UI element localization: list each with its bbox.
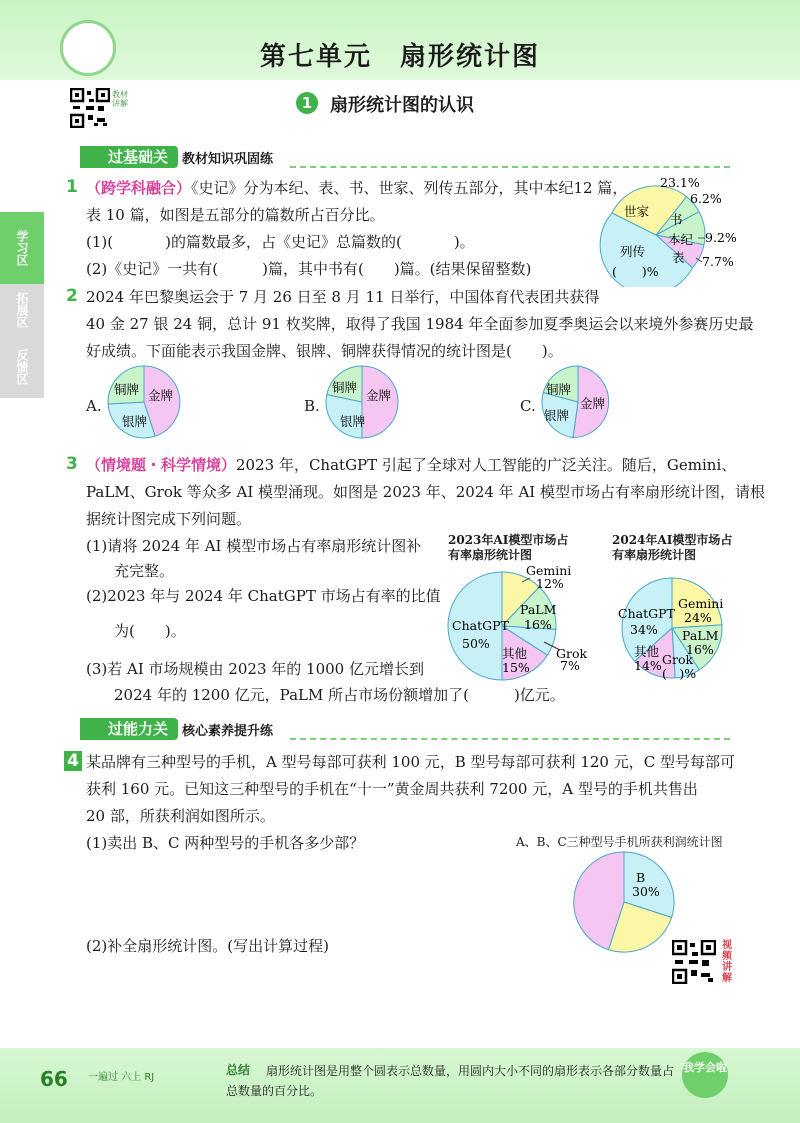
chart2024-pct-grok: ( )% [662,666,697,681]
option-c-pie[interactable] [538,364,618,440]
chart2023-pct-other: 15% [502,660,530,675]
chart2023-label-grok: Grok [556,646,588,661]
q3-sub1b: 充完整。 [114,562,175,580]
pct-shijia: 23.1% [660,175,700,190]
ai-2024-pie [612,574,736,686]
band-ability-label: 过能力关 [80,718,178,740]
q3-line1: （情境题・科学情境）2023 年，ChatGPT 引起了全球对人工智能的广泛关注。随后，Gemini、 [86,456,737,474]
chart2023-pct-chatgpt: 50% [462,636,490,651]
question-number: 3 [66,454,78,474]
bronze-label: 铜牌 [332,380,358,395]
shiji-pie-chart [590,172,740,287]
option-c-label[interactable]: C. [520,397,536,415]
tab-extension-area[interactable]: 拓展区 [0,284,44,336]
q3-sub1a: (1)请将 2024 年 AI 模型市场占有率扇形统计图补 [86,537,422,555]
chart2023-pct-grok: 7% [560,658,580,673]
option-a-pie[interactable] [104,364,184,440]
q1-tag: （跨学科融合） [86,179,192,197]
gold-label: 金牌 [366,388,392,403]
q3-sub3a: (3)若 AI 市场规模由 2023 年的 1000 亿元增长到 [86,660,424,678]
q1-sub1: (1)( )的篇数最多，占《史记》总篇数的( )。 [86,233,475,251]
chart2023-label-other: 其他 [502,646,528,661]
tab-study-area[interactable]: 学习区 [0,212,44,284]
question-number: 1 [66,177,78,197]
qr-side-label: 教材讲解 [112,90,128,108]
pct-biao: 7.7% [702,254,734,269]
chart2024-label-other: 其他 [634,644,660,659]
chart2024-label-chatgpt: ChatGPT [618,606,675,621]
chart2024-pct-other: 14% [634,658,662,673]
q2-line1: 2024 年巴黎奥运会于 7 月 26 日至 8 月 11 日举行，中国体育代表团共获得 [86,288,600,306]
section-title: 扇形统计图的认识 [330,95,474,116]
q3-line2: PaLM、Grok 等众多 AI 模型涌现。如图是 2023 年、2024 年 AI 模型市场占有率扇形统计图，请根 [86,483,765,501]
question-number: 4 [64,751,82,771]
pie-blank-liezhuan: ( )% [612,264,659,279]
chart2024-label-gemini: Gemini [678,596,724,611]
pie-pct-b: 30% [632,884,660,899]
pie-label-shijia: 世家 [624,204,650,219]
q4-sub1: (1)卖出 B、C 两种型号的手机各多少部？ [86,834,365,852]
chart2023-title-2: 有率扇形统计图 [448,548,533,562]
pie-label-biao: 表 [672,250,685,265]
chart2023-pct-palm: 16% [524,617,552,632]
band-basic-sub: 教材知识巩固练 [182,152,274,167]
qr-code-icon[interactable] [672,940,716,984]
silver-label: 银牌 [340,414,366,429]
profit-pie [572,850,676,954]
q2-line2: 40 金 27 银 24 铜，总计 91 枚奖牌，取得了我国 1984 年全面参加夏季奥运会以来境外参赛历史最 [86,315,754,333]
chart2023-title-1: 2023年AI模型市场占 [448,533,569,547]
page-number: 66 [40,1067,68,1091]
divider [290,738,730,740]
q3-sub2a: (2)2023 年与 2024 年 ChatGPT 市场占有率的比值 [86,587,441,605]
q4-line1: 某品牌有三种型号的手机，A 型号每部可获利 100 元，B 型号每部可获利 120 元，C 型号每部可 [86,753,735,771]
silver-label: 银牌 [122,414,148,429]
question-number: 2 [66,286,78,306]
q4-sub2: (2)补全扇形统计图。(写出计算过程) [86,937,329,955]
chart2024-label-grok: Grok [662,652,694,667]
q2-line3: 好成绩。下面能表示我国金牌、银牌、铜牌获得情况的统计图是( )。 [86,342,563,360]
q3-sub2b: 为( )。 [114,622,186,640]
chart2023-label-chatgpt: ChatGPT [452,618,509,633]
option-b-label[interactable]: B. [304,397,320,415]
footer-brand: 一遍过 六上 RJ [88,1072,155,1083]
q3-sub3b: 2024 年的 1200 亿元，PaLM 所占市场份额增加了( )亿元。 [114,686,565,704]
divider [290,166,730,168]
chart2024-pct-gemini: 24% [684,610,712,625]
gold-label: 金牌 [148,388,174,403]
q3-tag: （情境题・科学情境） [86,456,237,474]
q1-line1: （跨学科融合）《史记》分为本纪、表、书、世家、列传五部分，其中本纪12 篇， [86,179,628,197]
summary-label: 总结 [226,1063,251,1077]
q1-sub2: (2)《史记》一共有( )篇，其中书有( )篇。(结果保留整数) [86,260,532,278]
option-b-pie[interactable] [322,364,402,440]
chart2024-pct-chatgpt: 34% [630,622,658,637]
q4-line2: 获利 160 元。已知这三种型号的手机在“十一”黄金周共获利 7200 元，A 型号的手机共售出 [86,780,698,798]
summary-text: 扇形统计图是用整个圆表示总数量，用圆内大小不同的扇形表示各部分数量占总数量的百分比。 [226,1064,675,1098]
tab-feedback-area[interactable]: 反馈区 [0,336,44,398]
silver-label: 银牌 [544,408,570,423]
q4-chart-title: A、B、C三种型号手机所获利润统计图 [516,835,723,849]
learned-stamp: 我学会啦 [682,1052,728,1098]
band-ability-sub: 核心素养提升练 [182,724,274,739]
pie-label-liezhuan: 列传 [620,244,646,259]
q4-line3: 20 部，所获利润如图所示。 [86,807,275,825]
bronze-label: 铜牌 [546,382,572,397]
pie-label-shu: 书 [670,212,683,227]
qr-code-icon[interactable] [70,88,110,128]
chart2024-pct-palm: 16% [686,642,714,657]
pie-label-benji: 本纪 [668,232,694,247]
chart2023-label-gemini: Gemini [526,566,572,578]
band-basic-label: 过基础关 [80,146,178,168]
option-a-label[interactable]: A. [86,397,102,415]
pie-label-b: B [636,870,646,885]
ai-2023-pie [440,566,600,696]
chart2024-label-palm: PaLM [682,628,719,643]
pct-shu: 6.2% [690,191,722,206]
chart2023-label-palm: PaLM [520,602,557,617]
gold-label: 金牌 [580,396,606,411]
video-explain-label: 视频讲解 [722,940,732,984]
chart2024-title-2: 有率扇形统计图 [612,548,697,562]
pct-benji: 9.2% [705,230,737,245]
unit-title: 第七单元 扇形统计图 [259,42,540,72]
q1-line2: 表 10 篇，如图是五部分的篇数所占百分比。 [86,206,385,224]
chart2024-title-1: 2024年AI模型市场占 [612,533,733,547]
section-number-badge: 1 [296,92,318,114]
q3-line3: 据统计图完成下列问题。 [86,510,252,528]
chart2023-pct-gemini: 12% [536,576,564,591]
bronze-label: 铜牌 [114,382,140,397]
